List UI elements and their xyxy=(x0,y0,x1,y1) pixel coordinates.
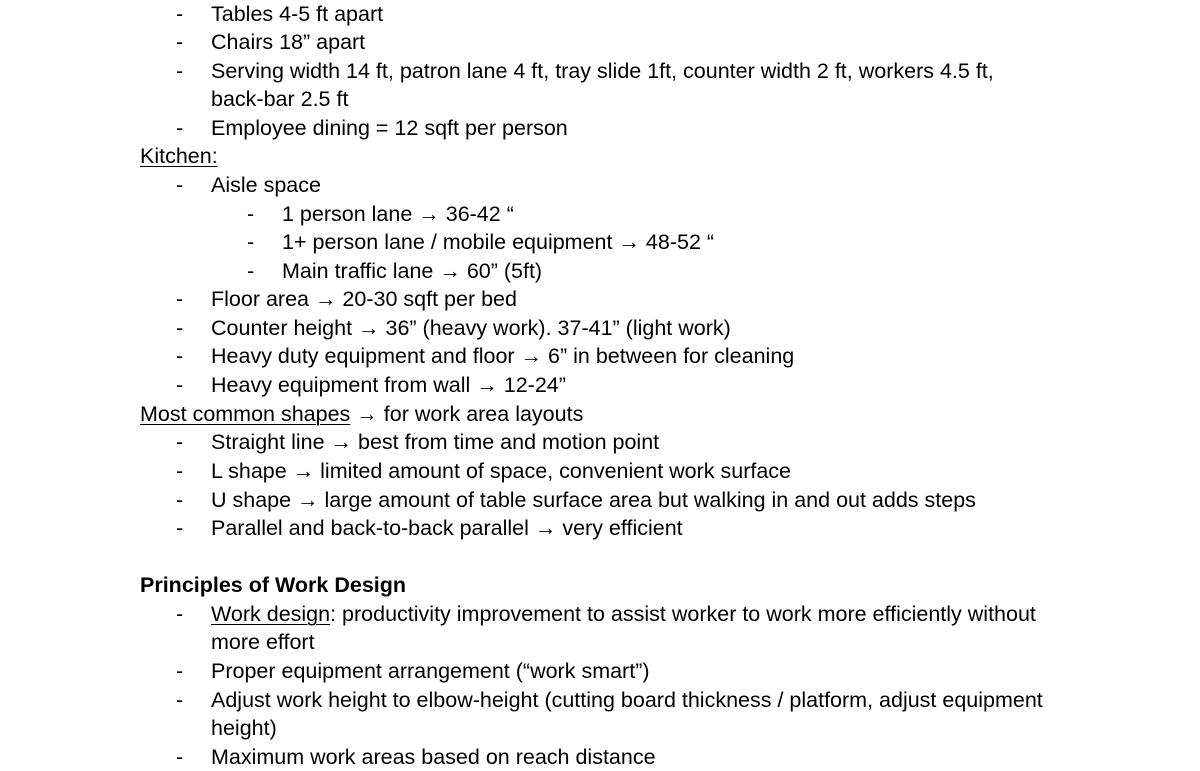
list-item-continuation: back-bar 2.5 ft xyxy=(211,87,349,111)
list-item: Parallel and back-to-back parallel → very efficient xyxy=(211,516,683,540)
list-item: Straight line → best from time and motion point xyxy=(211,430,660,454)
list-item xyxy=(211,600,1036,628)
bullet-dash: - xyxy=(176,488,184,512)
sub-list-item: 1+ person lane / mobile equipment → 48-52 “ xyxy=(282,230,715,254)
bullet-dash: - xyxy=(176,745,184,769)
list-item: Counter height → 36” (heavy work). 37-41” (light work) xyxy=(211,316,731,340)
bullet-dash: - xyxy=(176,287,184,311)
shapes-heading-underlined: Most common shapes xyxy=(140,402,351,426)
bullet-dash: - xyxy=(176,116,184,140)
list-item: Employee dining = 12 sqft per person xyxy=(211,116,568,140)
list-item: Aisle space xyxy=(211,173,321,197)
bullet-dash: - xyxy=(176,344,184,368)
shapes-heading-rest: → for work area layouts xyxy=(350,402,584,426)
bullet-dash: - xyxy=(176,2,184,26)
list-item-continuation: more effort xyxy=(211,630,315,654)
bullet-dash: - xyxy=(176,459,184,483)
sub-bullet-dash: - xyxy=(247,230,255,254)
list-item: Heavy duty equipment and floor → 6” in between for cleaning xyxy=(211,344,795,368)
bullet-dash: - xyxy=(176,316,184,340)
bullet-dash: - xyxy=(176,59,184,83)
list-item: Floor area → 20-30 sqft per bed xyxy=(211,287,517,311)
list-item: Maximum work areas based on reach distance xyxy=(211,745,656,769)
bullet-dash: - xyxy=(176,373,184,397)
bullet-dash: - xyxy=(176,602,184,626)
sub-list-item: 1 person lane → 36-42 “ xyxy=(282,202,514,226)
work-design-term: Work design xyxy=(211,602,331,626)
list-item: Chairs 18” apart xyxy=(211,30,366,54)
bullet-dash: - xyxy=(176,688,184,712)
list-item: U shape → large amount of table surface area but walking in and out adds steps xyxy=(211,488,976,512)
bullet-dash: - xyxy=(176,173,184,197)
list-item: L shape → limited amount of space, convenient work surface xyxy=(211,459,792,483)
list-item: Tables 4-5 ft apart xyxy=(211,2,384,26)
list-item: Proper equipment arrangement (“work smart”) xyxy=(211,659,650,683)
bullet-dash: - xyxy=(176,30,184,54)
list-item: Heavy equipment from wall → 12-24” xyxy=(211,373,566,397)
list-item: Adjust work height to elbow-height (cutting board thickness / platform, adjust equipment xyxy=(211,688,1043,712)
bullet-dash: - xyxy=(176,659,184,683)
section-heading-work-design: Principles of Work Design xyxy=(140,573,407,597)
sub-bullet-dash: - xyxy=(247,259,255,283)
bullet-dash: - xyxy=(176,430,184,454)
section-heading-shapes xyxy=(140,400,583,428)
bullet-dash: - xyxy=(176,516,184,540)
sub-bullet-dash: - xyxy=(247,202,255,226)
list-item: Serving width 14 ft, patron lane 4 ft, tray slide 1ft, counter width 2 ft, workers 4.5 ft, xyxy=(211,59,994,83)
list-item-continuation: height) xyxy=(211,716,277,740)
section-heading-kitchen: Kitchen: xyxy=(140,144,218,168)
work-design-definition: : productivity improvement to assist worker to work more efficiently without xyxy=(330,602,1036,626)
sub-list-item: Main traffic lane → 60” (5ft) xyxy=(282,259,543,283)
